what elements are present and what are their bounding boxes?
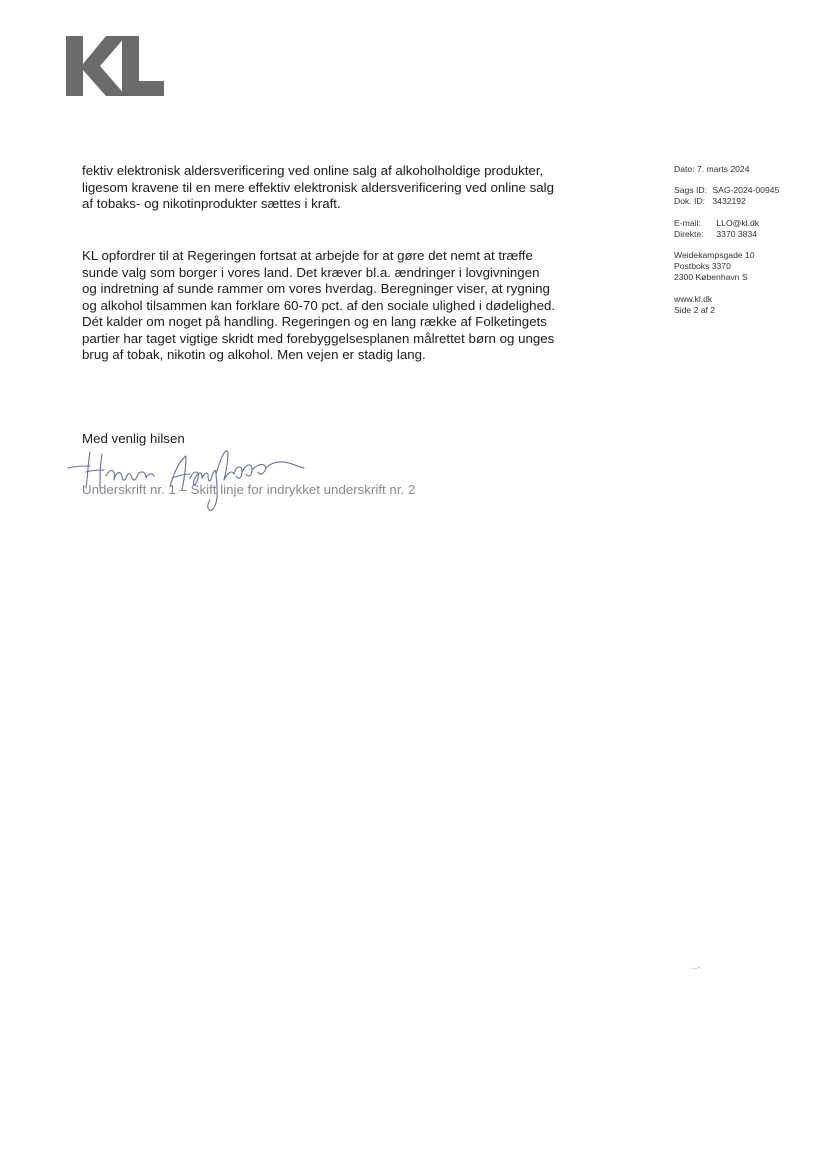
address-line-1: Weidekampsgade 10: [674, 250, 755, 261]
dok-id-row: [674, 196, 824, 207]
document-metadata: [674, 164, 824, 326]
signature-placeholder-line: Underskrift nr. 1 – Skift linje for indrykket underskrift nr. 2: [82, 482, 416, 497]
email-row: [674, 218, 824, 229]
date-row: [674, 164, 824, 175]
address-line-2: Postboks 3370: [674, 261, 731, 272]
closing-greeting: Med venlig hilsen: [82, 431, 185, 446]
date-label: Dato:: [674, 164, 695, 174]
date-value: 7. marts 2024: [696, 164, 750, 174]
address-line-3: 2300 København S: [674, 272, 748, 283]
scan-speck: [690, 965, 702, 971]
dok-id-label: Dok. ID:: [674, 196, 706, 207]
direkte-value: 3370 3834: [716, 228, 758, 239]
website: www.kl.dk: [674, 293, 713, 304]
sags-id-label: Sags ID:: [674, 185, 707, 196]
kl-logo: [66, 36, 164, 96]
direkte-row: [674, 229, 824, 240]
page-number: Side 2 af 2: [674, 304, 716, 315]
email-value: LLO@kl.dk: [716, 217, 760, 228]
body-paragraph-1: fektiv elektronisk aldersverificering ved online salg af alkoholholdige produkter, ligesom kravene til en mere effektiv elektronisk aldersverificering ved online salg af tobaks- og nikotinprodukter sættes i kraft.: [82, 163, 555, 211]
email-label: E-mail:: [674, 217, 701, 228]
sags-id-row: [674, 185, 824, 196]
dok-id-value: 3432192: [712, 196, 746, 207]
sags-id-value: SAG-2024-00945: [712, 185, 780, 196]
handwritten-signature: [66, 444, 306, 514]
direkte-label: Direkte:: [674, 228, 704, 239]
body-paragraph-2: KL opfordrer til at Regeringen fortsat at arbejde for at gøre det nemt at træffe sunde valg som borger i vores land. Det kræver bl.a. ændringer i lovgivningen og indretning af sunde rammer om vores hverdag. Beregninger viser, at rygning og alkohol tilsammen kan forklare 60-70 pct. af den sociale ulighed i dødelighed. Dét kalder om noget på handling. Regeringen og en lang række af Folketingets partier har taget vigtige skridt med forebyggelsesplanen målrettet børn og unges brug af tobak, nikotin og alkohol. Men vejen er stadig lang.: [82, 248, 556, 362]
